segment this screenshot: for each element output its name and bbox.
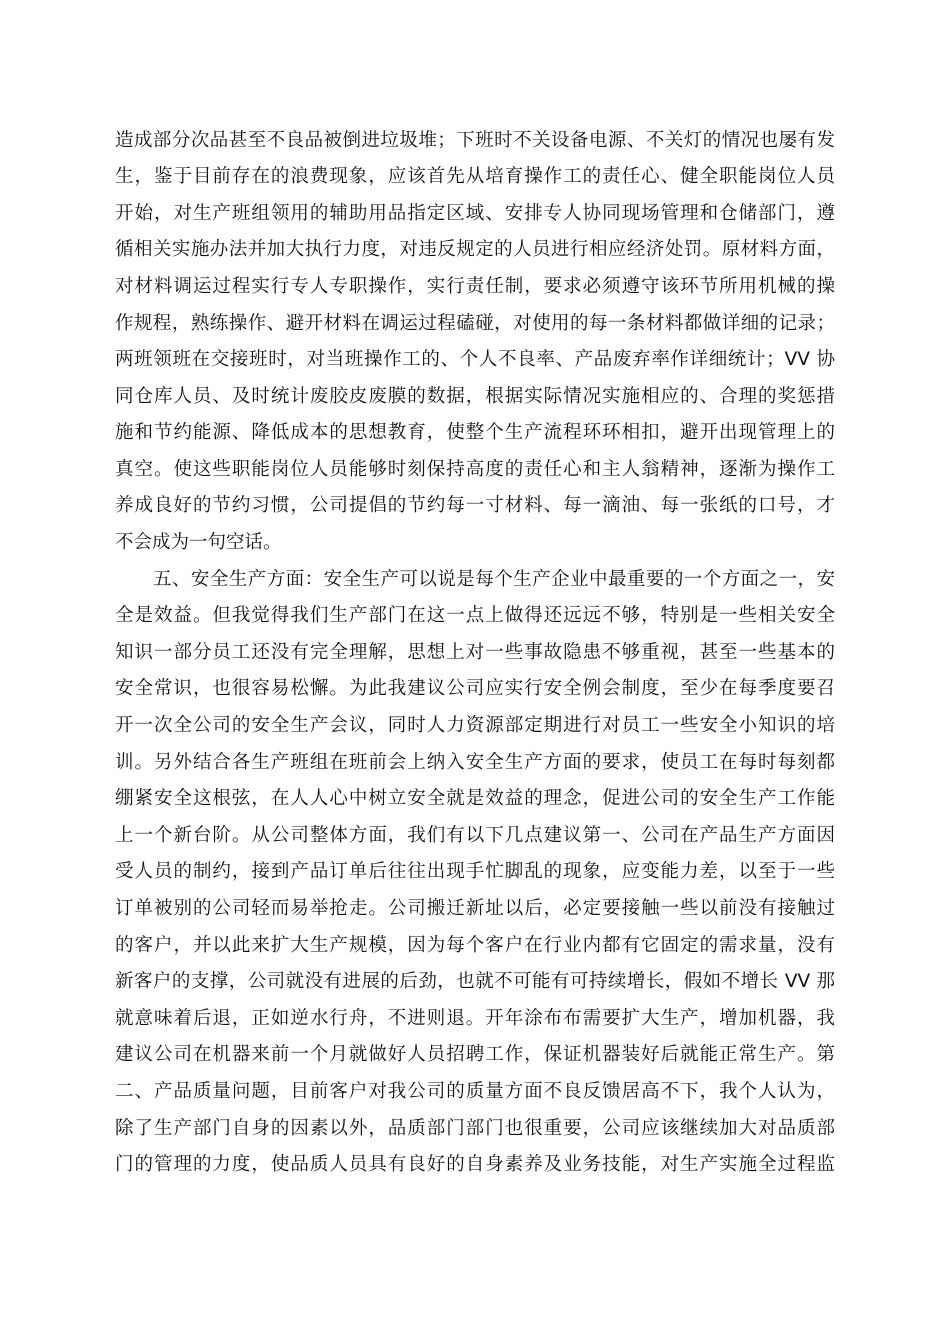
paragraph-line: 作规程，熟练操作、避开材料在调运过程磕碰，对使用的每一条材料都做详细的记录； xyxy=(115,313,835,334)
paragraph-line: 同仓库人员、及时统计废胶皮废膜的数据，根据实际情况实施相应的、合理的奖惩措 xyxy=(115,386,835,407)
section-heading-line: 五、安全生产方面：安全生产可以说是每个生产企业中最重要的一个方面之一，安 xyxy=(153,569,835,590)
paragraph-line: 真空。使这些职能岗位人员能够时刻保持高度的责任心和主人翁精神，逐渐为操作工 xyxy=(115,459,835,480)
paragraph-line: 开一次全公司的安全生产会议，同时人力资源部定期进行对员工一些安全小知识的培 xyxy=(115,715,835,736)
paragraph-line: 上一个新台阶。从公司整体方面，我们有以下几点建议第一、公司在产品生产方面因 xyxy=(115,825,835,846)
paragraph-line: 训。另外结合各生产班组在班前会上纳入安全生产方面的要求，使员工在每时每刻都 xyxy=(115,752,835,773)
paragraph-line: 全是效益。但我觉得我们生产部门在这一点上做得还远远不够，特别是一些相关安全 xyxy=(115,605,835,626)
paragraph-line: 循相关实施办法并加大执行力度，对违反规定的人员进行相应经济处罚。原材料方面， xyxy=(115,239,835,260)
paragraph-line: 造成部分次品甚至不良品被倒进垃圾堆；下班时不关设备电源、不关灯的情况也屡有发 xyxy=(115,130,835,151)
paragraph-line: 安全常识，也很容易松懈。为此我建议公司应实行安全例会制度，至少在每季度要召 xyxy=(115,678,835,699)
paragraph-line: 二、产品质量问题，目前客户对我公司的质量方面不良反馈居高不下，我个人认为， xyxy=(115,1081,835,1102)
paragraph-line: 知识一部分员工还没有完全理解，思想上对一些事故隐患不够重视，甚至一些基本的 xyxy=(115,642,835,663)
paragraph-line: 养成良好的节约习惯，公司提倡的节约每一寸材料、每一滴油、每一张纸的口号，才 xyxy=(115,495,835,516)
paragraph-line: 对材料调运过程实行专人专职操作，实行责任制，要求必须遵守该环节所用机械的操 xyxy=(115,276,835,297)
paragraph-line: 受人员的制约，接到产品订单后往往出现手忙脚乱的现象，应变能力差，以至于一些 xyxy=(115,861,835,882)
paragraph-line: 建议公司在机器来前一个月就做好人员招聘工作，保证机器装好后就能正常生产。第 xyxy=(115,1044,835,1065)
paragraph-line: 就意味着后退，正如逆水行舟，不进则退。开年涂布布需要扩大生产，增加机器，我 xyxy=(115,1008,835,1029)
paragraph-line: 门的管理的力度，使品质人员具有良好的自身素养及业务技能，对生产实施全过程监 xyxy=(115,1154,835,1175)
paragraph-line: 新客户的支撑，公司就没有进展的后劲，也就不可能有可持续增长，假如不增长 VV 那 xyxy=(115,971,835,992)
paragraph-line: 的客户，并以此来扩大生产规模，因为每个客户在行业内都有它固定的需求量，没有 xyxy=(115,935,835,956)
paragraph-line: 不会成为一句空话。 xyxy=(115,532,282,553)
paragraph-line: 开始，对生产班组领用的辅助用品指定区域、安排专人协同现场管理和仓储部门，遵 xyxy=(115,203,835,224)
paragraph-line: 订单被别的公司轻而易举抢走。公司搬迁新址以后，必定要接触一些以前没有接触过 xyxy=(115,898,835,919)
paragraph-line: 施和节约能源、降低成本的思想教育，使整个生产流程环环相扣，避开出现管理上的 xyxy=(115,422,835,443)
paragraph-line: 两班领班在交接班时，对当班操作工的、个人不良率、产品废弃率作详细统计；VV 协 xyxy=(115,349,835,370)
paragraph-line: 生，鉴于目前存在的浪费现象，应该首先从培育操作工的责任心、健全职能岗位人员 xyxy=(115,166,835,187)
paragraph-line: 除了生产部门自身的因素以外，品质部门部门也很重要，公司应该继续加大对品质部 xyxy=(115,1118,835,1139)
paragraph-line: 绷紧安全这根弦，在人人心中树立安全就是效益的理念，促进公司的安全生产工作能 xyxy=(115,788,835,809)
